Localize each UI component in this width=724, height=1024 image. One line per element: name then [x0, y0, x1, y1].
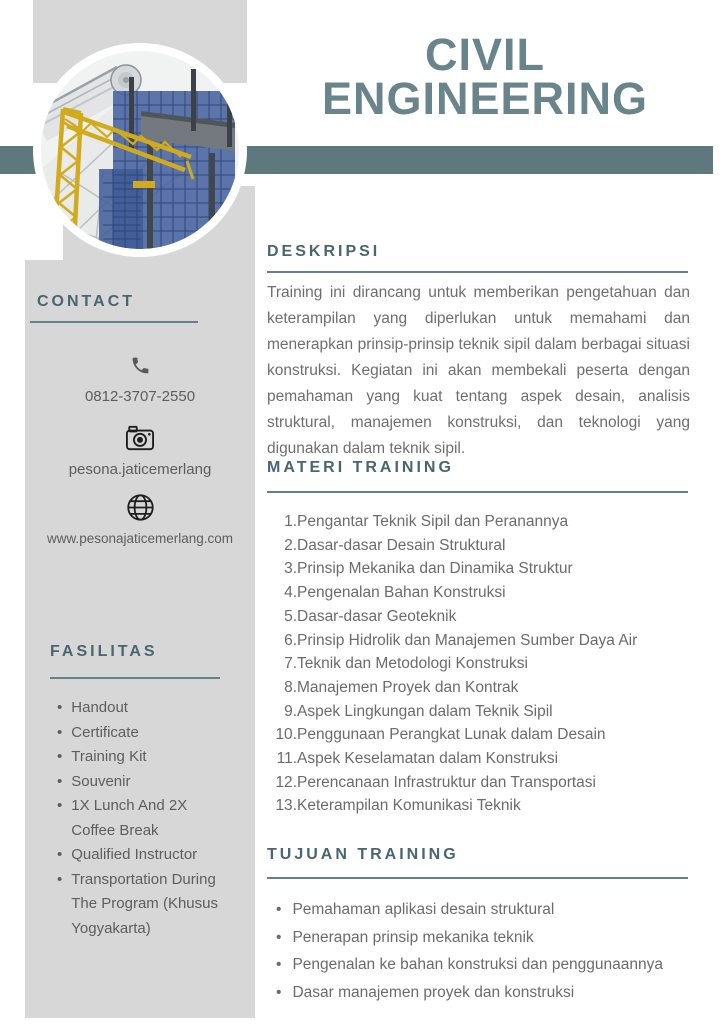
materi-item: Prinsip Mekanika dan Dinamika Struktur [297, 560, 573, 578]
deskripsi-heading-rule [267, 271, 688, 273]
fasilitas-item: • Handout [57, 696, 235, 721]
materi-item: Pengenalan Bahan Konstruksi [297, 584, 506, 602]
materi-item: Perencanaan Infrastruktur dan Transportasi [297, 773, 596, 791]
materi-heading-rule [267, 491, 688, 493]
title-line1: CIVIL [424, 29, 545, 80]
fasilitas-item: • 1X Lunch And 2X Coffee Break [57, 794, 235, 843]
materi-item: Teknik dan Metodologi Konstruksi [297, 655, 528, 673]
materi-item: Aspek Lingkungan dalam Teknik Sipil [297, 702, 553, 720]
contact-phone: 0812-3707-2550 [84, 388, 196, 405]
camera-icon [25, 424, 255, 457]
tujuan-heading-rule [267, 877, 688, 879]
fasilitas-heading-rule [50, 677, 220, 679]
materi-heading: MATERI TRAINING [267, 459, 454, 476]
materi-item: Dasar-dasar Geoteknik [297, 607, 457, 625]
fasilitas-item: • Certificate [57, 721, 235, 746]
deskripsi-heading: DESKRIPSI [267, 243, 381, 260]
globe-icon [25, 493, 255, 527]
fasilitas-list [57, 696, 235, 941]
fasilitas-item: • Souvenir [57, 770, 235, 795]
contact-website: www.pesonajaticemerlang.com [46, 531, 234, 546]
construction-photo [33, 43, 247, 257]
fasilitas-item: • Transportation During The Program (Khusus Yogyakarta) [57, 868, 235, 942]
fasilitas-item: • Qualified Instructor [57, 843, 235, 868]
construction-illustration [41, 51, 239, 249]
materi-item: Penggunaan Perangkat Lunak dalam Desain [297, 726, 606, 744]
materi-item: Manajemen Proyek dan Kontrak [297, 678, 519, 696]
deskripsi-body: Training ini dirancang untuk memberikan pengetahuan dan keterampilan yang diperlukan untuk memahami dan menerapkan prinsip-prinsip teknik sipil dalam berbagai situasi konstruksi. Kegiatan ini akan membekali peserta dengan pemahaman yang kuat tentang aspek desain, analisis struktural, manajemen konstruksi, dan teknologi yang digunakan dalam teknik sipil. [267, 284, 690, 457]
tujuan-heading: TUJUAN TRAINING [267, 846, 459, 863]
contact-instagram: pesona.jaticemerlang [68, 461, 212, 478]
contact-heading: CONTACT [37, 293, 136, 310]
materi-item: Prinsip Hidrolik dan Manajemen Sumber Daya Air [297, 631, 638, 649]
materi-item: Dasar-dasar Desain Struktural [297, 536, 506, 554]
materi-item: Pengantar Teknik Sipil dan Peranannya [297, 513, 569, 530]
tujuan-item: • Pemahaman aplikasi desain struktural [276, 896, 706, 924]
tujuan-item: • Dasar manajemen proyek dan konstruksi [276, 979, 706, 1007]
tujuan-item: • Pengenalan ke bahan konstruksi dan penggunaannya [276, 951, 706, 979]
tujuan-list [276, 896, 706, 1006]
materi-list [267, 510, 697, 818]
contact-heading-rule [30, 321, 198, 323]
tujuan-item: • Penerapan prinsip mekanika teknik [276, 924, 706, 952]
page-title [258, 29, 712, 124]
title-line2: ENGINEERING [321, 73, 649, 124]
phone-icon [25, 355, 255, 381]
fasilitas-item: • Training Kit [57, 745, 235, 770]
materi-item: Aspek Keselamatan dalam Konstruksi [297, 750, 559, 768]
materi-item: Keterampilan Komunikasi Teknik [297, 797, 521, 815]
fasilitas-heading: FASILITAS [50, 643, 158, 660]
